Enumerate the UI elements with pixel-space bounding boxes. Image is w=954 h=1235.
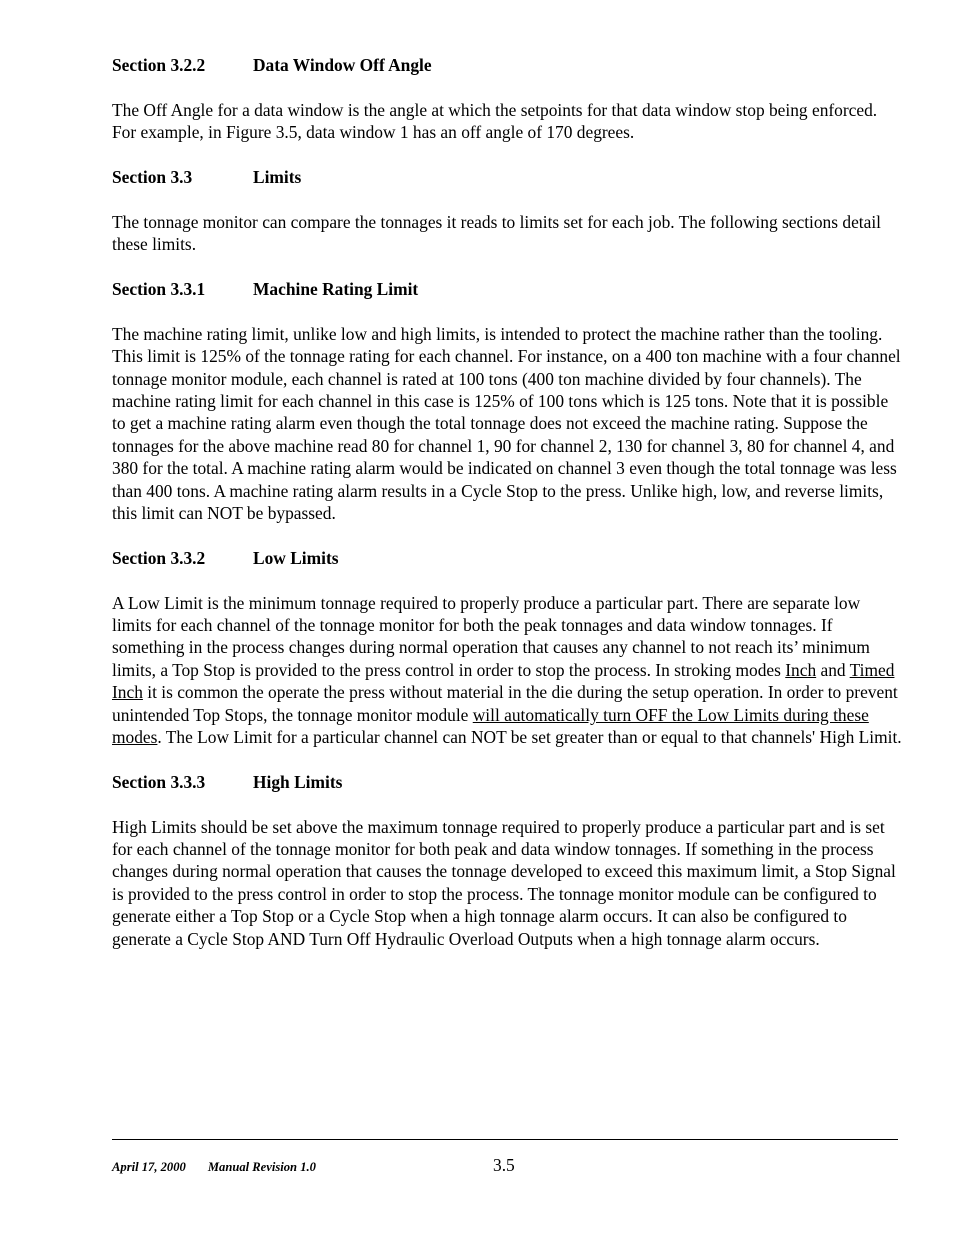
section-number: Section 3.3.2 (112, 547, 206, 568)
section-number: Section 3.3 (112, 167, 193, 187)
section-paragraph-3-3-1: The machine rating limit, unlike low and high limits, is intended to protect the machine rather than the tooling. This limit is 125% of the tonnage rating for each channel. For instance, on a 400 ton machine with a four channel tonnage monitor module, each channel is rated at 100 tons (400 ton machine divided by four channels). The machine rating limit for each channel in this case is 125% of 100 tons which is 125 tons. Note that it is possible to get a machine rating alarm even though the total tonnage does not exceed the machine rating. Suppose the tonnages for the above machine read 80 for channel 1, 90 for channel 2, 130 for channel 3, 80 for channel 4, and 380 for the total. A machine rating alarm would be indicated on channel 3 even though the total tonnage was less than 400 tons. A machine rating alarm results in a Cycle Stop to the press. Unlike high, low, and reverse limits, this limit can NOT be bypassed. (112, 323, 901, 524)
paragraph-text: A Low Limit is the minimum tonnage required to properly produce a particular part. There are separate low limits for each channel of the tonnage monitor for both the peak tonnages and data window tonnages. If something in the process changes during normal operation that causes any channel to not reach its’ minimum limits, a Top Stop is provided to the press control in order to stop the process. In stroking modes (112, 592, 870, 680)
paragraph-text: and (816, 659, 850, 680)
section-heading-3-2-2 (112, 54, 902, 76)
section-heading-3-3-2 (112, 547, 902, 569)
section-number: Section 3.3.1 (112, 279, 206, 299)
section-paragraph-3-3: The tonnage monitor can compare the tonnages it reads to limits set for each job. The following sections detail these limits. (112, 211, 882, 255)
paragraph-text: it is common the operate the press without material in the die during the setup operation. In order to prevent unintended Top Stops, the tonnage monitor module (112, 682, 898, 725)
manual-page-body (112, 54, 902, 973)
section-title: Limits (253, 167, 302, 187)
section-number: Section 3.3.3 (112, 771, 206, 792)
section-heading-3-3-1 (112, 278, 902, 300)
section-paragraph-3-3-3: High Limits should be set above the maximum tonnage required to properly produce a particular part and is set for each channel of the tonnage monitor for both peak and data window tonnages. If something in the process changes during normal operation that causes the tonnage developed to exceed this maximum limit, a Stop Signal is provided to the press control in order to stop the process. The tonnage monitor module can be configured to generate either a Top Stop or a Cycle Stop when a high tonnage alarm occurs. It can also be configured to generate a Cycle Stop AND Turn Off Hydraulic Overload Outputs when a high tonnage alarm occurs. (112, 816, 896, 949)
paragraph-text: . The Low Limit for a particular channel can NOT be set greater than or equal to that channels' High Limit. (157, 727, 902, 748)
underlined-term-timed-inch: Timed Inch (112, 659, 895, 703)
footer-divider (112, 1139, 898, 1140)
section-title: Machine Rating Limit (253, 279, 419, 299)
underlined-emphasis: will automatically turn OFF the Low Limits during these modes (112, 704, 869, 748)
section-title: Low Limits (253, 547, 339, 568)
section-title: Data Window Off Angle (253, 55, 432, 75)
section-paragraph-3-3-2 (112, 592, 902, 749)
section-number: Section 3.2.2 (112, 55, 206, 75)
footer-revision: Manual Revision 1.0 (207, 1160, 316, 1174)
page-number: 3.5 (493, 1155, 515, 1175)
footer-meta (112, 1160, 316, 1175)
section-heading-3-3 (112, 166, 902, 188)
section-title: High Limits (253, 771, 343, 792)
underlined-term-inch: Inch (785, 659, 817, 680)
footer-date: April 17, 2000 (112, 1160, 186, 1174)
section-heading-3-3-3 (112, 771, 902, 793)
section-paragraph-3-2-2: The Off Angle for a data window is the angle at which the setpoints for that data window stop being enforced. For example, in Figure 3.5, data window 1 has an off angle of 170 degrees. (112, 99, 878, 143)
